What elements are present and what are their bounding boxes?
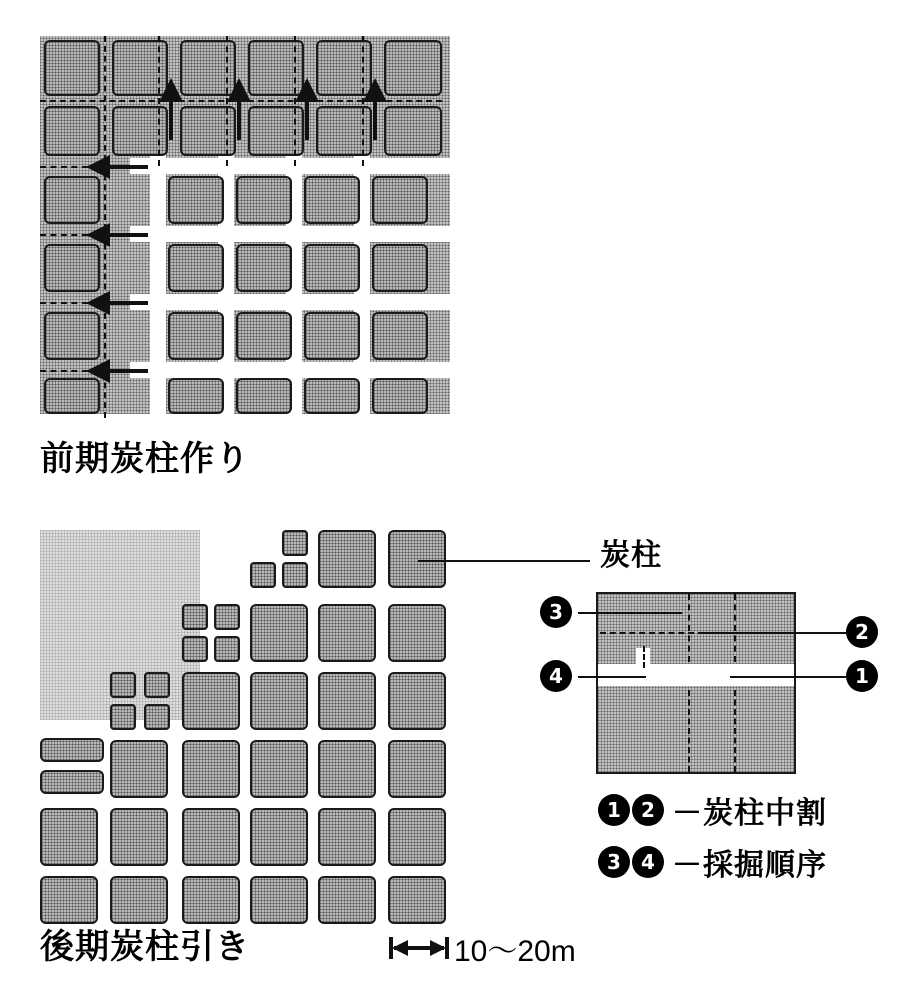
gallery-v-1 [150, 150, 166, 418]
pillar-u-r3c5 [372, 176, 428, 224]
pillar-u-r4c1 [44, 244, 100, 292]
arrow-up-4 [362, 78, 388, 140]
pillar-l-slab-b [40, 770, 104, 794]
scale-label: 10～20m [454, 935, 576, 968]
pillar-l-r5c3 [182, 808, 240, 866]
label-pillar: 炭柱 [600, 538, 662, 573]
pillar-u-r4c4 [304, 244, 360, 292]
arrow-left-4 [86, 358, 148, 384]
pillar-u-r1c1 [44, 40, 100, 96]
pillar-l-r1c5 [388, 530, 446, 588]
scale-arrow-icon [388, 933, 450, 963]
pillar-l-r1c4 [318, 530, 376, 588]
pillar-u-r3c2 [168, 176, 224, 224]
pillar-l-r5c5 [318, 808, 376, 866]
detail-gallery-main [598, 664, 794, 686]
leader-callout-3 [578, 612, 616, 614]
pillar-l-r4c3 [182, 740, 240, 798]
pillar-l-r6c2 [110, 876, 168, 924]
detail-dash-v-4 [734, 690, 736, 772]
pillar-u-r4c3 [236, 244, 292, 292]
pillar-u-r2c6 [384, 106, 442, 156]
detail-dash-v-3 [688, 690, 690, 772]
pillar-u-r1c6 [384, 40, 442, 96]
pillar-l-r2c4 [318, 604, 376, 662]
pillar-l-r5c4 [250, 808, 308, 866]
pillar-l-r5c1 [40, 808, 98, 866]
arrow-left-1 [86, 154, 148, 180]
pillar-u-r6c5 [372, 378, 428, 414]
pillar-l-r4c6 [388, 740, 446, 798]
pillar-u-r4c5 [372, 244, 428, 292]
caption-upper: 前期炭柱作り [40, 439, 250, 479]
pillar-l-r5c6 [388, 808, 446, 866]
pillar-l-r6c4 [250, 876, 308, 924]
callout-marker-1: 1 [846, 660, 878, 692]
pillar-l-r6c5 [318, 876, 376, 924]
callout-marker-4: 4 [540, 660, 572, 692]
caption-lower: 後期炭柱引き [40, 927, 250, 967]
pillar-l-r3c3 [250, 672, 308, 730]
pillar-u-r3c3 [236, 176, 292, 224]
pillar-u-r5c5 [372, 312, 428, 360]
legend-row-1 [598, 788, 827, 832]
pillar-u-r5c2 [168, 312, 224, 360]
pillar-l-split-r3d [144, 704, 170, 730]
legend-marker-3: 3 [598, 846, 630, 878]
arrow-left-2 [86, 222, 148, 248]
pillar-l-r4c2 [110, 740, 168, 798]
pillar-l-r3c5 [388, 672, 446, 730]
pillar-l-split-r2c [182, 636, 208, 662]
arrow-up-1 [158, 78, 184, 140]
detail-stub-v [643, 646, 645, 668]
callout-marker-3: 3 [540, 596, 572, 628]
legend-row-2 [598, 840, 827, 884]
pillar-l-split-r1b [250, 562, 276, 588]
detail-dash-v-1 [688, 594, 690, 662]
pillar-l-r3c2 [182, 672, 240, 730]
pillar-l-split-r3c [110, 704, 136, 730]
legend-marker-1: 1 [598, 794, 630, 826]
arrow-left-3 [86, 290, 148, 316]
pillar-l-split-r3a [110, 672, 136, 698]
pillar-l-split-r3b [144, 672, 170, 698]
pillar-l-r2c5 [388, 604, 446, 662]
pillar-u-r5c3 [236, 312, 292, 360]
legend-marker-4: 4 [632, 846, 664, 878]
pillar-u-r6c3 [236, 378, 292, 414]
leader-callout-1 [730, 676, 846, 678]
pillar-l-split-r2d [214, 636, 240, 662]
pillar-u-r5c4 [304, 312, 360, 360]
pillar-l-split-r1c [282, 562, 308, 588]
pillar-u-r2c1 [44, 106, 100, 156]
detail-dash-v-2 [734, 594, 736, 662]
leader-callout-2 [700, 632, 846, 634]
legend-marker-2: 2 [632, 794, 664, 826]
legend-text-1: －炭柱中割 [672, 796, 827, 831]
pillar-l-slab-a [40, 738, 104, 762]
pillar-u-r4c2 [168, 244, 224, 292]
pillar-u-r5c1 [44, 312, 100, 360]
pillar-l-r5c2 [110, 808, 168, 866]
pillar-l-split-r1a [282, 530, 308, 556]
pillar-u-r3c4 [304, 176, 360, 224]
leader-callout-4 [578, 676, 646, 678]
pillar-u-r6c4 [304, 378, 360, 414]
pillar-u-r6c2 [168, 378, 224, 414]
pillar-l-r6c6 [388, 876, 446, 924]
detail-solid-h-1 [608, 612, 682, 614]
leader-pillar-label [418, 560, 590, 562]
pillar-l-r6c3 [182, 876, 240, 924]
pillar-l-r4c4 [250, 740, 308, 798]
pillar-l-r3c4 [318, 672, 376, 730]
pillar-l-r4c5 [318, 740, 376, 798]
pillar-l-r6c1 [40, 876, 98, 924]
arrow-up-2 [226, 78, 252, 140]
scale-bar [388, 926, 576, 970]
callout-marker-2: 2 [846, 616, 878, 648]
pillar-u-r3c1 [44, 176, 100, 224]
pillar-l-r2c3 [250, 604, 308, 662]
arrow-up-3 [294, 78, 320, 140]
pillar-l-split-r2b [214, 604, 240, 630]
pillar-l-split-r2a [182, 604, 208, 630]
legend-text-2: －採掘順序 [672, 848, 827, 883]
